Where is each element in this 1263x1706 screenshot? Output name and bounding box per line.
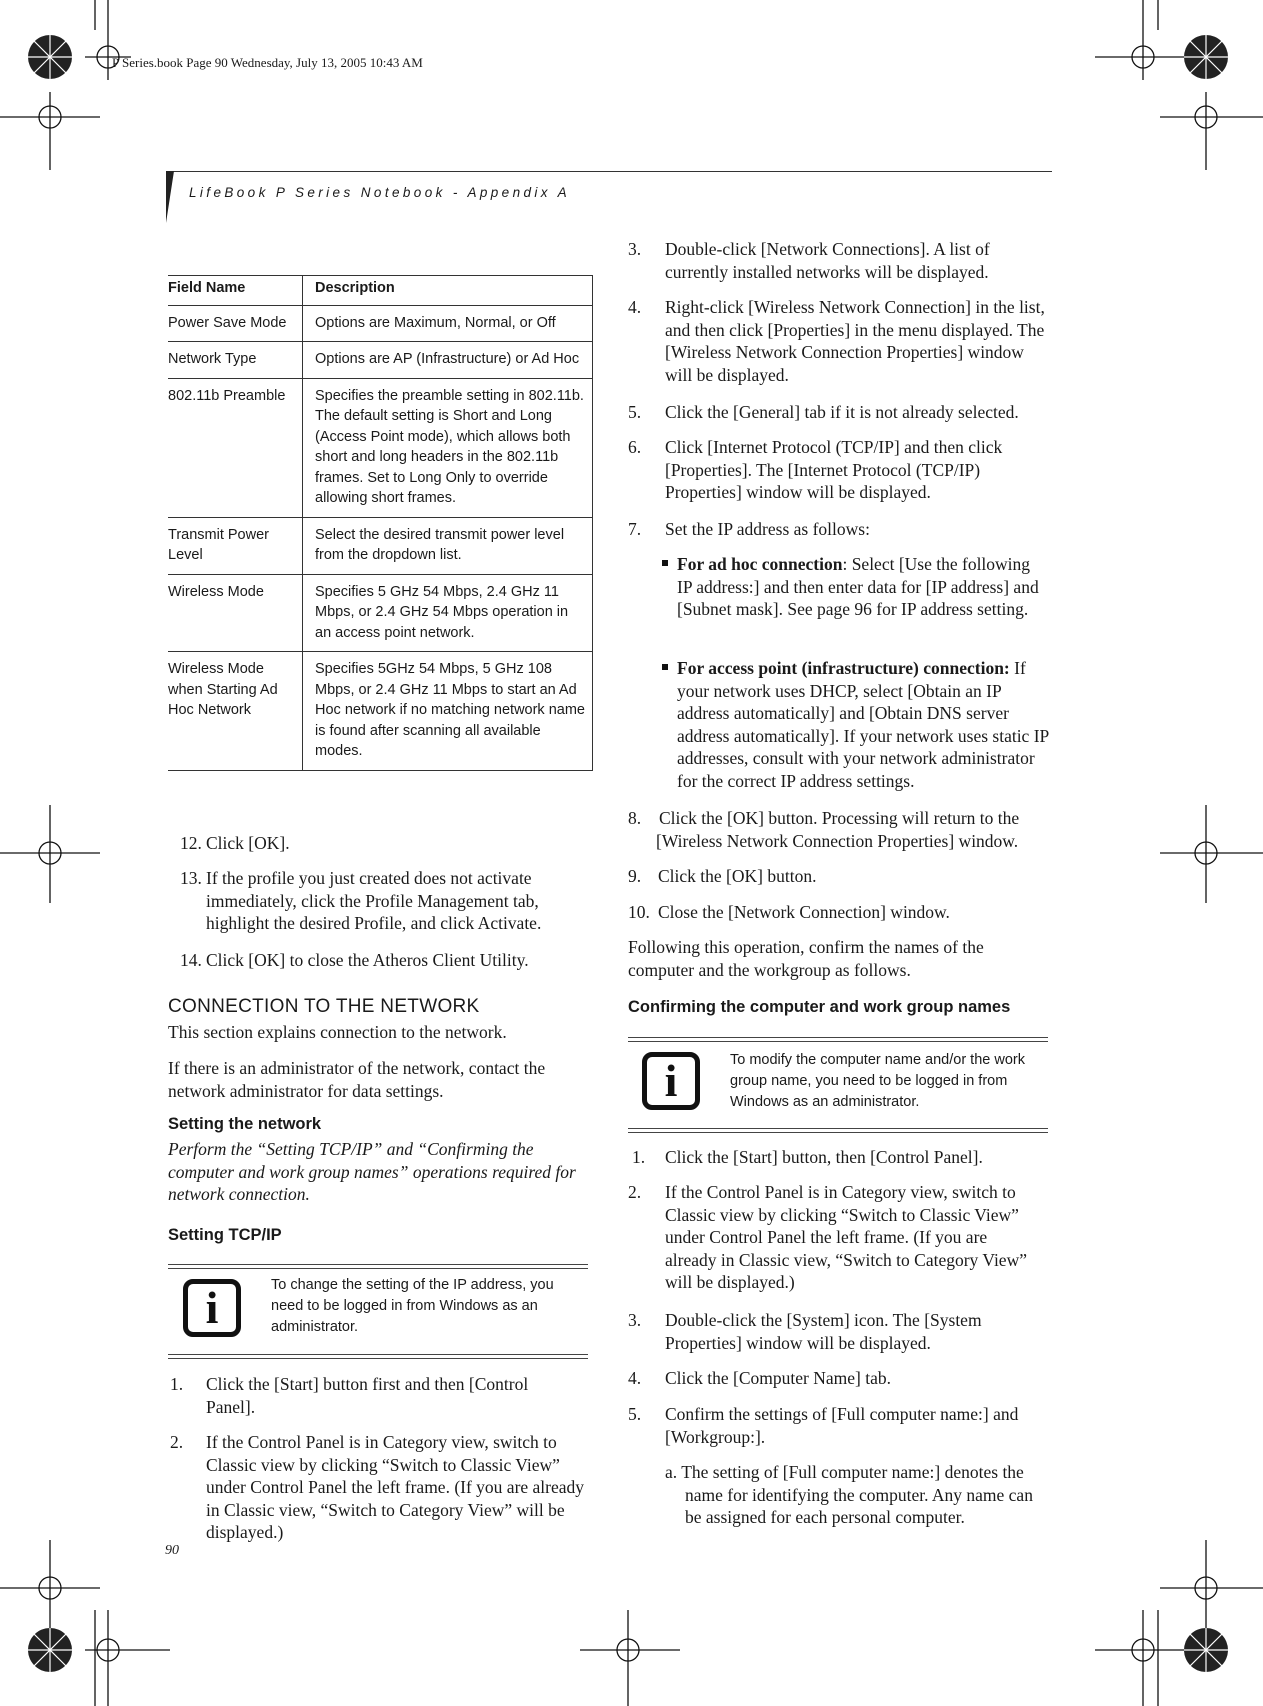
table-cell-description: Specifies 5 GHz 54 Mbps, 2.4 GHz 11 Mbps, or 2.4 GHz 54 Mbps operation in an access point network.	[303, 574, 593, 652]
step-text: If the Control Panel is in Category view, switch to Classic view by clicking “Switch to Classic View” under Control Panel the left frame. (If you are already in Classic view, “Switch to Category View” will be displayed.)	[206, 1432, 585, 1542]
step-text: Close the [Network Connection] window.	[658, 902, 950, 922]
table-row	[168, 305, 593, 342]
step-number: 9.	[628, 866, 642, 886]
table-cell-field: Network Type	[168, 342, 303, 379]
step-number: 4.	[628, 297, 642, 317]
step-number: 13.	[180, 868, 202, 888]
paragraph: Following this operation, confirm the names of the computer and the workgroup as follows.	[628, 937, 984, 980]
note-rule-bottom	[628, 1128, 1048, 1129]
note-rule-top	[628, 1041, 1048, 1042]
table-row	[168, 342, 593, 379]
step-text: If the profile you just created does not activate immediately, click the Profile Management tab, highlight the desired Profile, and click Activate.	[206, 868, 542, 933]
section-title: CONNECTION TO THE NETWORK	[168, 996, 480, 1017]
step-text: Click [Internet Protocol (TCP/IP] and then click [Properties]. The [Internet Protocol (TCP/IP) Properties] window will be displayed.	[665, 437, 1003, 502]
bullet-item	[677, 657, 1049, 792]
step-number: 14.	[180, 950, 202, 970]
paragraph: This section explains connection to the network.	[168, 1022, 507, 1042]
step-text: Click the [General] tab if it is not already selected.	[665, 402, 1019, 422]
step-text: Set the IP address as follows:	[665, 519, 870, 539]
table-row	[168, 652, 593, 771]
step-number: 6.	[628, 437, 642, 457]
step-text: Click the [Start] button first and then [Control Panel].	[206, 1374, 529, 1417]
note-rule-bottom	[628, 1132, 1048, 1133]
step-number: 10.	[628, 902, 650, 922]
note-rule-top	[168, 1264, 588, 1265]
header-rule	[168, 171, 1052, 172]
subheading: Setting the network	[168, 1115, 322, 1133]
step-number: 8.	[628, 808, 642, 828]
running-head: LifeBook P Series Notebook - Appendix A	[189, 185, 570, 200]
bullet-text: : Select [Use the following IP address:] and then enter data for [IP address] and [Subnet mask]. See page 96 for IP address setting.	[677, 554, 1039, 619]
step-number: 5.	[628, 1404, 642, 1424]
table-row	[168, 517, 593, 574]
step-number: 1.	[170, 1374, 184, 1394]
table-cell-description: Options are AP (Infrastructure) or Ad Hoc	[303, 342, 593, 379]
table-header-row	[168, 276, 593, 306]
table-cell-description: Options are Maximum, Normal, or Off	[303, 305, 593, 342]
bullet-bold: For ad hoc connection	[677, 554, 843, 574]
bullet-icon	[662, 664, 668, 670]
step-number: 2.	[170, 1432, 184, 1452]
step-text: Click [OK] to close the Atheros Client Utility.	[206, 950, 529, 970]
step-number: 3.	[628, 239, 642, 259]
step-text: Click the [Start] button, then [Control Panel].	[665, 1147, 983, 1167]
step-number: 1.	[632, 1147, 646, 1167]
step-text: Click the [OK] button. Processing will return to the [Wireless Network Connection Properties] window.	[656, 808, 1020, 851]
bullet-text: If your network uses DHCP, select [Obtain an IP address automatically] and [Obtain DNS server address automatically]. If your network uses static IP addresses, consult with your network administrator for the correct IP address settings.	[677, 658, 1049, 791]
paragraph: If there is an administrator of the network, contact the network administrator for data settings.	[168, 1058, 546, 1101]
note-rule-top	[628, 1037, 1048, 1038]
table-row	[168, 574, 593, 652]
bullet-bold: For access point (infrastructure) connection:	[677, 658, 1010, 678]
step-number: 7.	[628, 519, 642, 539]
note-rule-top	[168, 1268, 588, 1269]
table-cell-field: Power Save Mode	[168, 305, 303, 342]
table-cell-description: Specifies the preamble setting in 802.11b. The default setting is Short and Long (Access Point mode), which allows both short and long headers in the 802.11b frames. Set to Long Only to override allowing short frames.	[303, 378, 593, 517]
table-cell-field: Wireless Mode	[168, 574, 303, 652]
note-text: To modify the computer name and/or the work group name, you need to be logged in from Windows as an administrator.	[730, 1052, 1025, 1110]
subheading: Confirming the computer and work group names	[628, 998, 1011, 1016]
table-header-description: Description	[303, 276, 593, 306]
table-cell-field: Wireless Mode when Starting Ad Hoc Network	[168, 652, 303, 771]
step-number: 5.	[628, 402, 642, 422]
note-rule-bottom	[168, 1358, 588, 1359]
bullet-icon	[662, 560, 668, 566]
step-number: 2.	[628, 1182, 642, 1202]
note-rule-bottom	[168, 1354, 588, 1355]
table-cell-field: 802.11b Preamble	[168, 378, 303, 517]
table-row	[168, 378, 593, 517]
step-number: 3.	[628, 1310, 642, 1330]
step-text: Double-click the [System] icon. The [System Properties] window will be displayed.	[665, 1310, 982, 1353]
step-text: Double-click [Network Connections]. A list of currently installed networks will be displayed.	[665, 239, 990, 282]
header-triangle	[166, 171, 174, 223]
table-cell-description: Specifies 5GHz 54 Mbps, 5 GHz 108 Mbps, or 2.4 GHz 11 Mbps to start an Ad Hoc network if no matching network name is found after scanning all available modes.	[303, 652, 593, 771]
note-text: To change the setting of the IP address, you need to be logged in from Windows as an administrator.	[271, 1277, 554, 1335]
table-header-field: Field Name	[168, 276, 303, 306]
step-text: Click the [OK] button.	[658, 866, 817, 886]
table-cell-description: Select the desired transmit power level from the dropdown list.	[303, 517, 593, 574]
bullet-item	[677, 553, 1049, 621]
table-cell-field: Transmit Power Level	[168, 517, 303, 574]
step-text: Click [OK].	[206, 833, 290, 853]
step-text: Right-click [Wireless Network Connection] in the list, and then click [Properties] in the menu displayed. The [Wireless Network Connection Properties] window will be displayed.	[665, 297, 1045, 385]
field-description-table	[168, 275, 593, 771]
sub-step-text: a. The setting of [Full computer name:] denotes the name for identifying the computer. Any name can be assigned for each personal computer.	[665, 1462, 1033, 1527]
info-icon: i	[183, 1279, 241, 1337]
paragraph-italic: Perform the “Setting TCP/IP” and “Confirming the computer and work group names” operations required for network connection.	[168, 1139, 576, 1204]
step-text: Confirm the settings of [Full computer name:] and [Workgroup:].	[665, 1404, 1019, 1447]
info-icon: i	[642, 1052, 700, 1110]
step-number: 12.	[180, 833, 202, 853]
print-slug: P Series.book Page 90 Wednesday, July 13, 2005 10:43 AM	[112, 55, 423, 70]
step-text: Click the [Computer Name] tab.	[665, 1368, 891, 1388]
step-text: If the Control Panel is in Category view, switch to Classic view by clicking “Switch to Classic View” under Control Panel the left frame. (If you are already in Classic view, “Switch to Category View” will be displayed.)	[665, 1182, 1027, 1292]
step-number: 4.	[628, 1368, 642, 1388]
subheading: Setting TCP/IP	[168, 1226, 282, 1244]
page-number: 90	[165, 1543, 179, 1558]
